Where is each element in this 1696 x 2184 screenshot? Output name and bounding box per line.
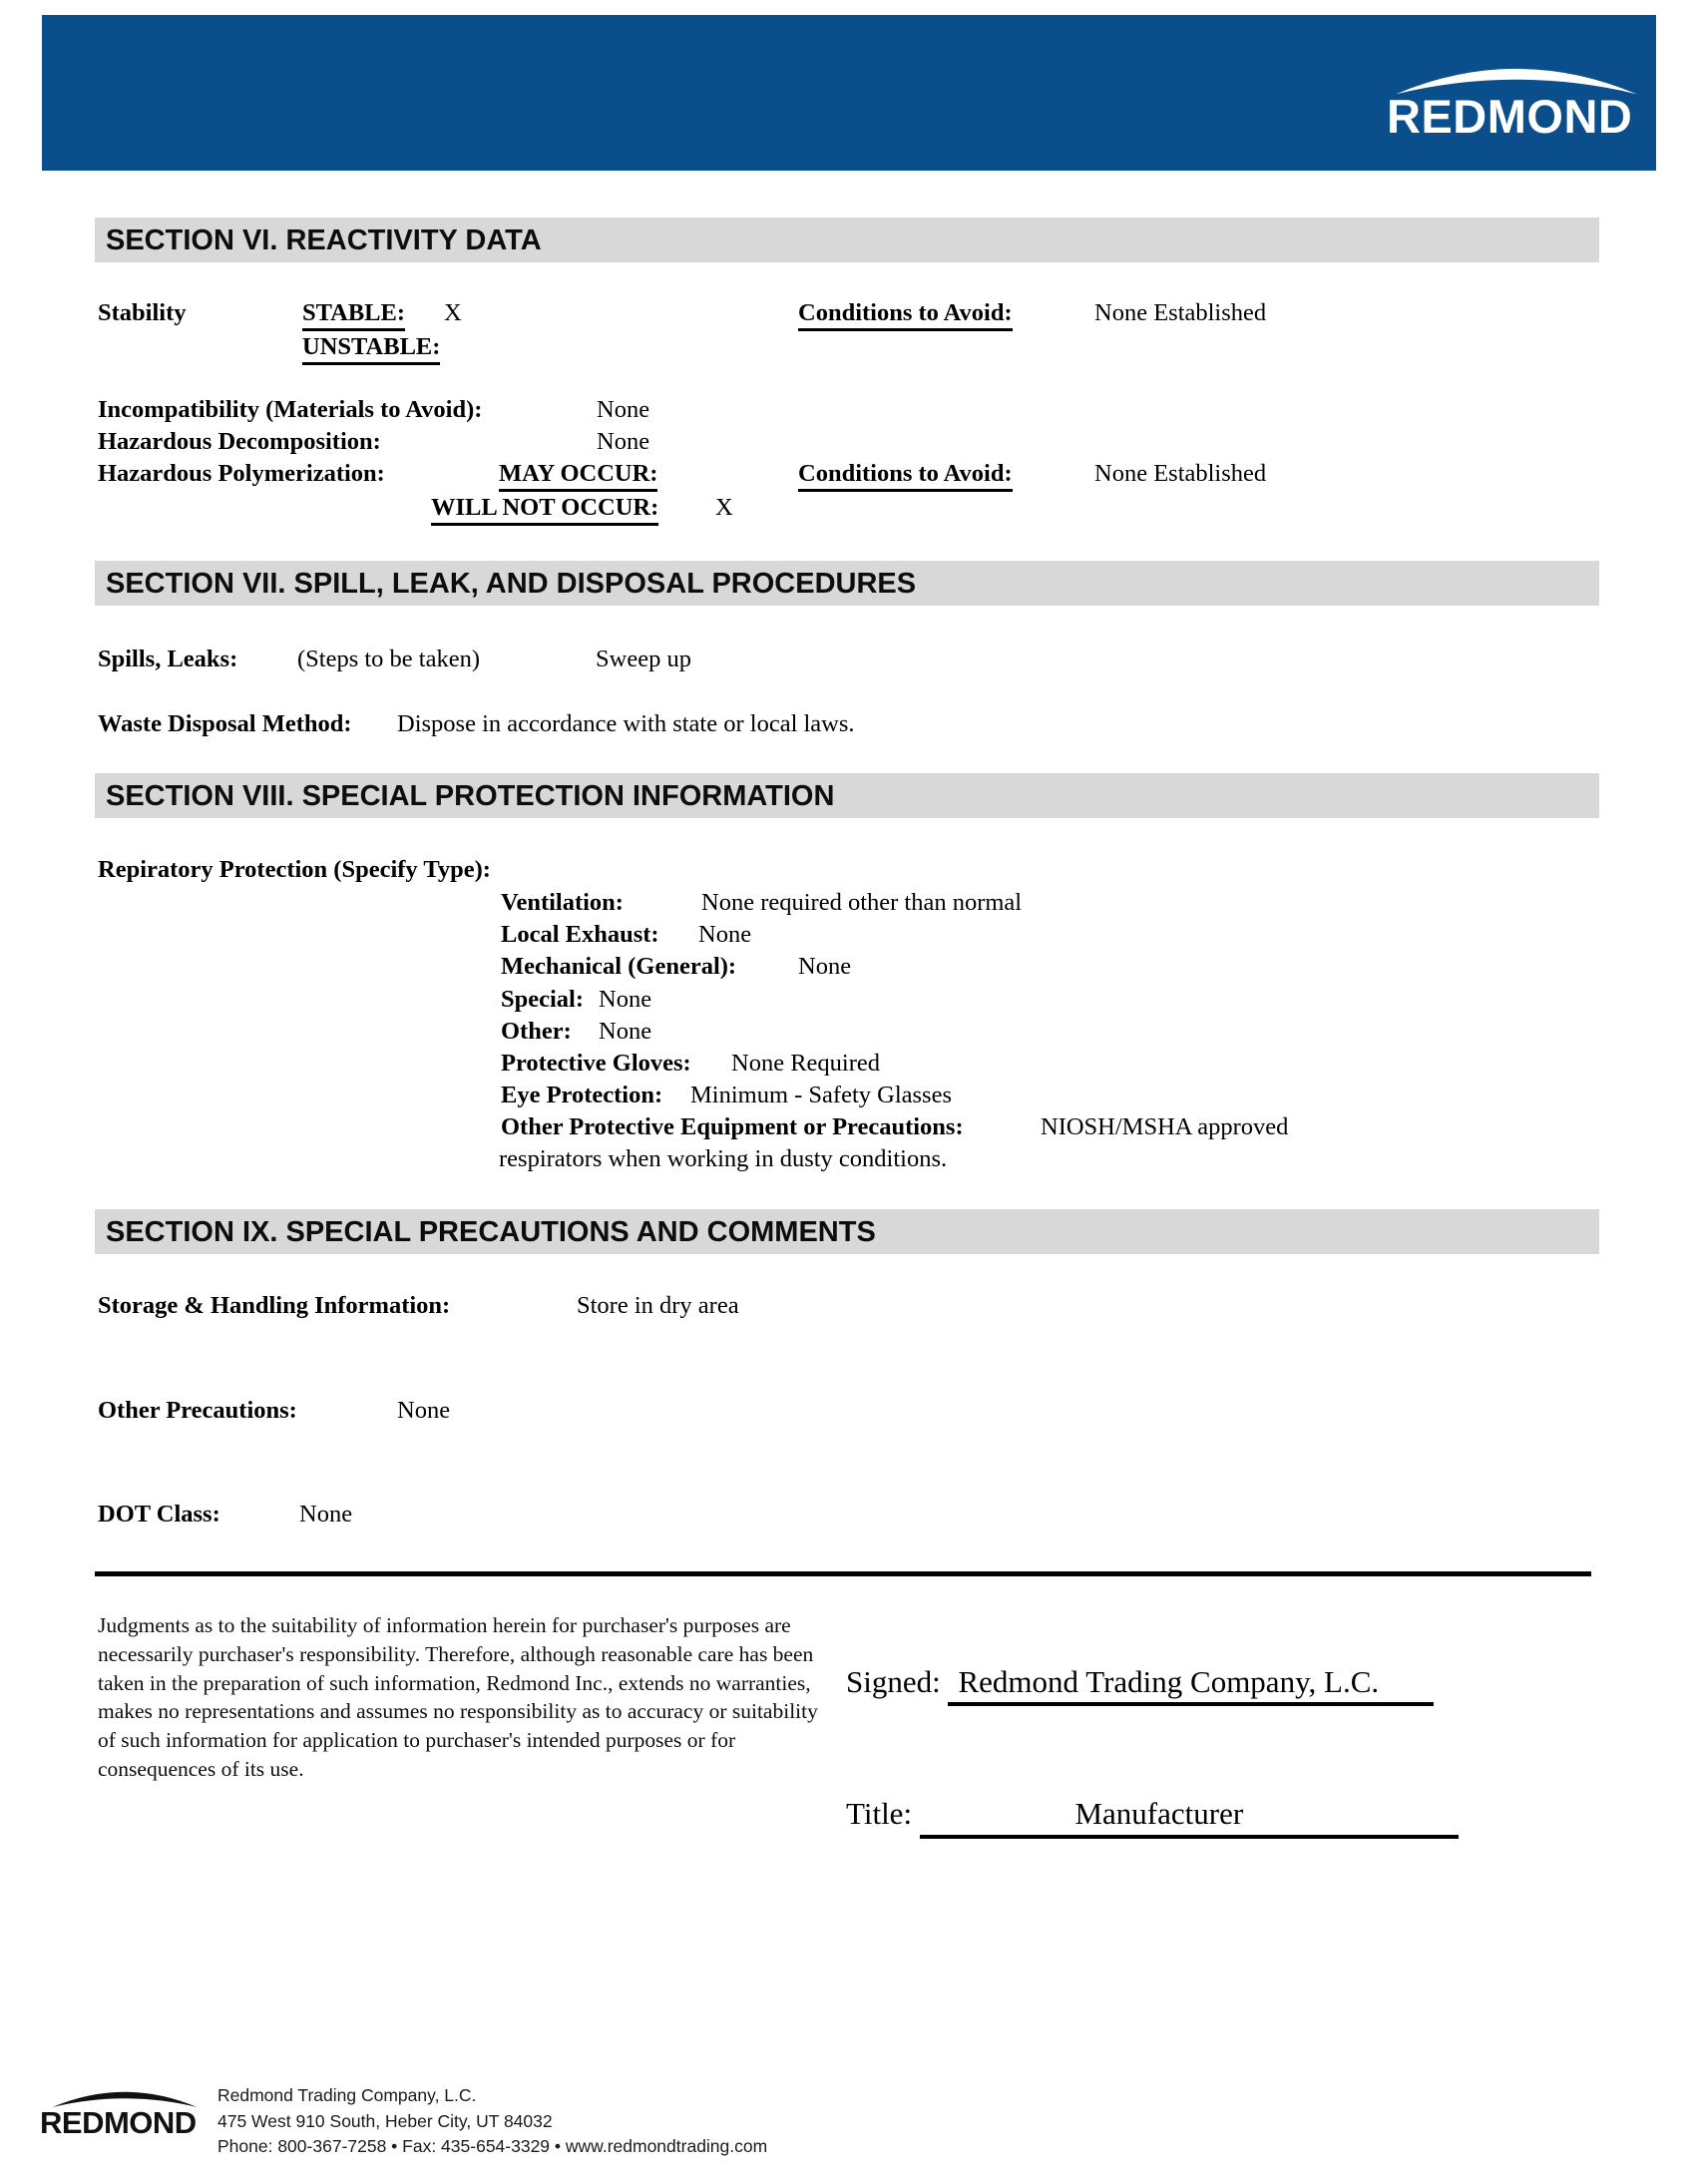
other-label: Other: xyxy=(501,1018,572,1045)
special-value: None xyxy=(599,986,652,1013)
title-row xyxy=(846,1796,1459,1839)
ventilation-value: None required other than normal xyxy=(701,889,1023,916)
conditions-to-avoid-label-2: Conditions to Avoid: xyxy=(798,460,1013,492)
footer-company: Redmond Trading Company, L.C. xyxy=(217,2085,477,2105)
other-equipment-value: NIOSH/MSHA approved xyxy=(1041,1113,1289,1140)
protective-gloves-row xyxy=(0,1050,1696,1086)
signed-value: Redmond Trading Company, L.C. xyxy=(948,1664,1434,1706)
footer-street: 475 West 910 South, Heber City, UT 84032 xyxy=(217,2110,553,2131)
spills-label: Spills, Leaks: xyxy=(98,646,238,672)
other-precautions-label: Other Precautions: xyxy=(98,1397,297,1424)
conditions-to-avoid-label-1: Conditions to Avoid: xyxy=(798,299,1013,331)
stable-label: STABLE: xyxy=(302,299,405,331)
other-equipment-continuation: respirators when working in dusty conditions. xyxy=(499,1145,948,1172)
will-not-occur-label: WILL NOT OCCUR: xyxy=(431,494,658,526)
local-exhaust-label: Local Exhaust: xyxy=(501,921,659,948)
decomposition-row xyxy=(0,428,1696,464)
storage-row xyxy=(0,1292,1696,1328)
ventilation-label: Ventilation: xyxy=(501,889,624,916)
ventilation-row xyxy=(0,889,1696,925)
may-occur-label: MAY OCCUR: xyxy=(499,460,657,492)
other-value: None xyxy=(599,1018,652,1045)
unstable-row xyxy=(0,333,1696,369)
mechanical-label: Mechanical (General): xyxy=(501,953,737,980)
polymerization-label: Hazardous Polymerization: xyxy=(98,460,385,487)
special-row xyxy=(0,986,1696,1022)
waste-disposal-row xyxy=(0,710,1696,746)
special-label: Special: xyxy=(501,986,585,1013)
title-label: Title: xyxy=(846,1796,913,1831)
stability-row xyxy=(0,299,1696,335)
other-row xyxy=(0,1018,1696,1054)
spills-value: Sweep up xyxy=(596,646,691,672)
waste-disposal-label: Waste Disposal Method: xyxy=(98,710,352,737)
other-equipment-label: Other Protective Equipment or Precautions: xyxy=(501,1113,964,1140)
incompatibility-label: Incompatibility (Materials to Avoid): xyxy=(98,396,483,423)
spills-row xyxy=(0,646,1696,681)
polymerization-row xyxy=(0,460,1696,496)
incompatibility-row xyxy=(0,396,1696,432)
eye-protection-row xyxy=(0,1082,1696,1117)
eye-protection-label: Eye Protection: xyxy=(501,1082,663,1108)
signed-label: Signed: xyxy=(846,1664,941,1699)
other-precautions-row xyxy=(0,1397,1696,1433)
section-viii-header: SECTION VIII. SPECIAL PROTECTION INFORMATION xyxy=(95,773,1599,818)
protective-gloves-label: Protective Gloves: xyxy=(501,1050,691,1077)
will-not-occur-value: X xyxy=(715,494,733,521)
will-not-occur-row xyxy=(0,494,1696,530)
footer-contact: Phone: 800-367-7258 • Fax: 435-654-3329 • www.redmondtrading.com xyxy=(217,2136,768,2156)
footer-logo xyxy=(40,2081,214,2161)
protective-gloves-value: None Required xyxy=(731,1050,880,1077)
section-ix-header: SECTION IX. SPECIAL PRECAUTIONS AND COMMENTS xyxy=(95,1209,1599,1254)
conditions-to-avoid-value-2: None Established xyxy=(1094,460,1267,487)
signed-row xyxy=(846,1664,1434,1700)
conditions-to-avoid-value-1: None Established xyxy=(1094,299,1267,326)
spills-note: (Steps to be taken) xyxy=(297,646,481,672)
stable-value: X xyxy=(444,299,462,326)
other-equipment-continuation-row xyxy=(0,1145,1696,1181)
mechanical-row xyxy=(0,953,1696,989)
eye-protection-value: Minimum - Safety Glasses xyxy=(690,1082,952,1108)
decomposition-label: Hazardous Decomposition: xyxy=(98,428,381,455)
waste-disposal-value: Dispose in accordance with state or local laws. xyxy=(397,710,855,737)
dot-class-label: DOT Class: xyxy=(98,1501,220,1528)
respiratory-row xyxy=(0,856,1696,892)
footer-address-block xyxy=(217,2083,767,2160)
footer-logo-text: REDMOND xyxy=(40,2105,197,2140)
other-equipment-row xyxy=(0,1113,1696,1149)
local-exhaust-row xyxy=(0,921,1696,957)
redmond-logo xyxy=(1387,55,1646,165)
disclaimer-text: Judgments as to the suitability of information herein for purchaser's purposes are necessarily purchaser's responsibility. Therefore, although reasonable care has been taken in the preparation of such information, Redmond Inc., extends no warranties, makes no representations and assumes no responsibility as to accuracy or suitability of such information for application to purchaser's intended purposes or for consequences of its use. xyxy=(98,1613,818,1781)
dot-class-row xyxy=(0,1501,1696,1536)
incompatibility-value: None xyxy=(597,396,650,423)
other-precautions-value: None xyxy=(397,1397,451,1424)
redmond-logo-text: REDMOND xyxy=(1387,90,1633,143)
dot-class-value: None xyxy=(299,1501,353,1528)
local-exhaust-value: None xyxy=(698,921,752,948)
section-vi-header: SECTION VI. REACTIVITY DATA xyxy=(95,218,1599,262)
stability-label: Stability xyxy=(98,299,187,326)
mechanical-value: None xyxy=(798,953,852,980)
decomposition-value: None xyxy=(597,428,650,455)
storage-label: Storage & Handling Information: xyxy=(98,1292,451,1319)
respiratory-label: Repiratory Protection (Specify Type): xyxy=(98,856,491,883)
footer-divider xyxy=(95,1571,1591,1576)
storage-value: Store in dry area xyxy=(577,1292,739,1319)
unstable-label: UNSTABLE: xyxy=(302,333,440,365)
title-value: Manufacturer xyxy=(920,1796,1459,1839)
header-banner xyxy=(42,15,1656,171)
section-vii-header: SECTION VII. SPILL, LEAK, AND DISPOSAL PROCEDURES xyxy=(95,561,1599,606)
